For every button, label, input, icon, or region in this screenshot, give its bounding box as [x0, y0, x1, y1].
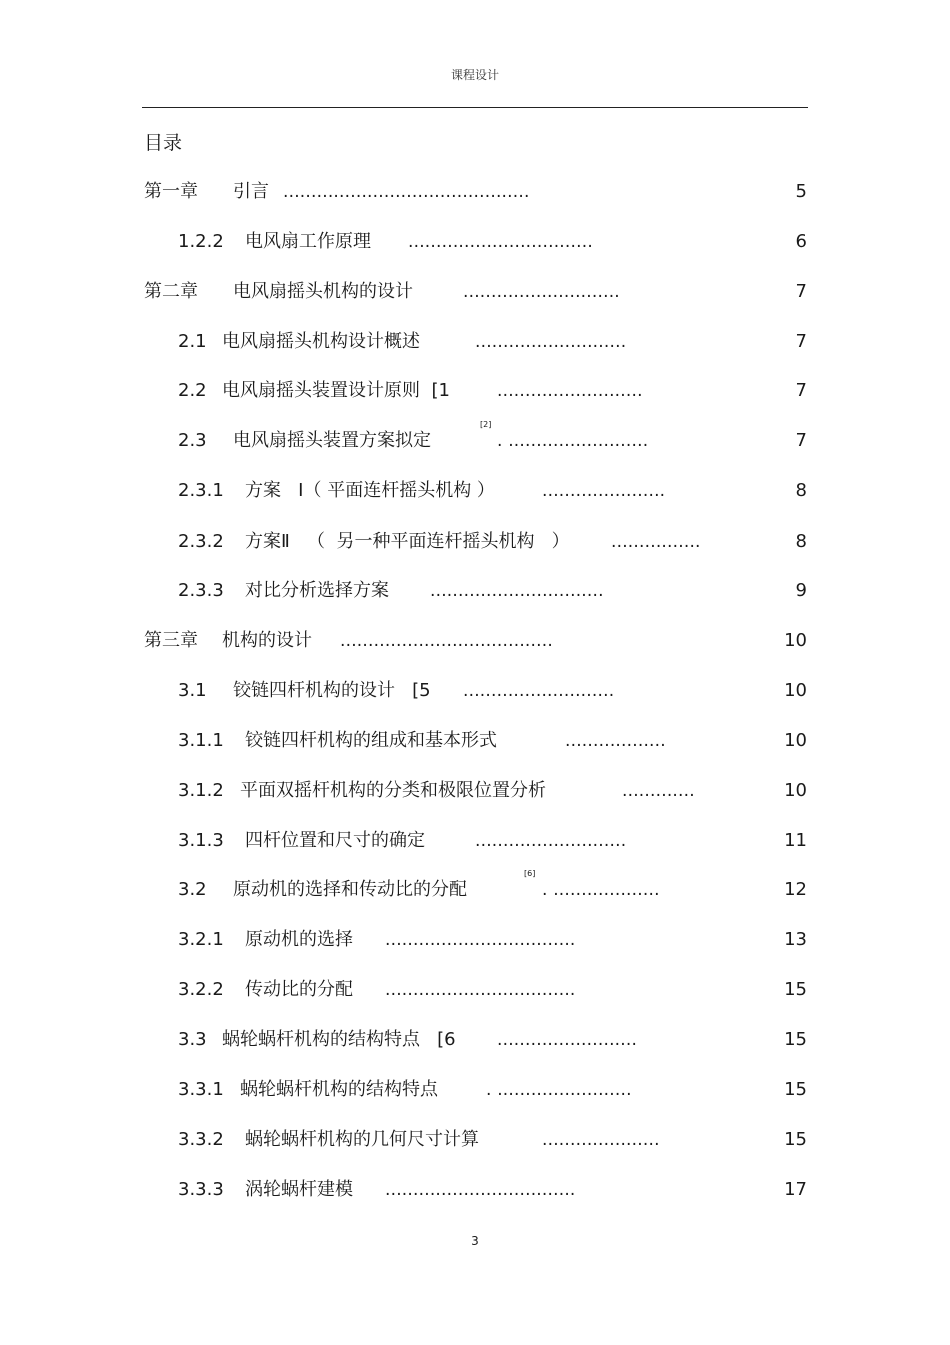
- toc-entry[interactable]: [0, 527, 950, 557]
- toc-entry-title: 原动机的选择和传动比的分配: [233, 879, 467, 900]
- toc-entry-page: 10: [784, 780, 807, 801]
- toc-entry-leader-dots: ............................: [463, 282, 620, 302]
- toc-entry-number: 3.3.3: [178, 1179, 224, 1200]
- toc-entry-leader-dots: ...........................: [475, 831, 627, 851]
- toc-entry-number: 2.3: [178, 430, 207, 451]
- toc-entry-page: 7: [795, 281, 807, 302]
- toc-entry[interactable]: [0, 177, 950, 207]
- toc-entry-title: 铰链四杆机构的设计 [5: [233, 680, 431, 701]
- toc-entry-page: 10: [784, 630, 807, 651]
- toc-entry-leader-dots: ................: [611, 532, 701, 552]
- toc-entry-number: 3.3.2: [178, 1129, 224, 1150]
- toc-entry-page: 15: [784, 1029, 807, 1050]
- toc-entry-leader-dots: .........................: [497, 1030, 638, 1050]
- header-divider: [142, 107, 808, 108]
- toc-entry-page: 10: [784, 730, 807, 751]
- toc-entry-number: 2.3.3: [178, 580, 224, 601]
- toc-entry-number: 第二章: [144, 281, 198, 302]
- toc-entry-page: 5: [795, 181, 807, 202]
- toc-entry-title: 机构的设计: [222, 630, 312, 651]
- toc-entry-number: 第一章: [144, 181, 198, 202]
- toc-entry-number: 第三章: [144, 630, 198, 651]
- toc-entry-page: 15: [784, 979, 807, 1000]
- toc-entry-leader-dots: ...........................: [463, 681, 615, 701]
- toc-entry-title: 蜗轮蜗杆机构的几何尺寸计算: [245, 1129, 479, 1150]
- toc-entry-page: 7: [795, 380, 807, 401]
- toc-entry-title: 平面双摇杆机构的分类和极限位置分析: [240, 780, 546, 801]
- toc-entry-number: 3.1.1: [178, 730, 224, 751]
- toc-entry-page: 17: [784, 1179, 807, 1200]
- toc-entry-page: 7: [795, 430, 807, 451]
- toc-entry[interactable]: [0, 676, 950, 706]
- toc-entry-title: 电风扇摇头机构设计概述: [222, 331, 420, 352]
- toc-entry-number: 1.2.2: [178, 231, 224, 252]
- toc-entry[interactable]: [0, 869, 950, 905]
- toc-entry[interactable]: [0, 327, 950, 357]
- toc-entry[interactable]: [0, 1075, 950, 1105]
- toc-entry-number: 3.2.2: [178, 979, 224, 1000]
- toc-entry-title: 蜗轮蜗杆机构的结构特点: [240, 1079, 438, 1100]
- toc-entry-page: 7: [795, 331, 807, 352]
- toc-entry[interactable]: [0, 420, 950, 456]
- toc-entry-title: 方案 Ⅰ（ 平面连杆摇头机构 ）: [245, 480, 495, 501]
- toc-entry-leader-dots: ..................: [565, 731, 666, 751]
- toc-entry-number: 3.1.2: [178, 780, 224, 801]
- toc-entry[interactable]: [0, 476, 950, 506]
- toc-entry-leader-dots: ............................................: [283, 182, 530, 202]
- toc-entry[interactable]: [0, 975, 950, 1005]
- toc-entry[interactable]: [0, 227, 950, 257]
- toc-entry[interactable]: [0, 726, 950, 756]
- toc-entry-number: 3.3: [178, 1029, 207, 1050]
- toc-entry-title: 电风扇摇头机构的设计: [233, 281, 413, 302]
- toc-entry-citation: [2]: [480, 420, 492, 429]
- toc-entry-page: 12: [784, 879, 807, 900]
- toc-entry[interactable]: [0, 1175, 950, 1205]
- toc-entry-page: 15: [784, 1129, 807, 1150]
- toc-entry-title: 铰链四杆机构的组成和基本形式: [245, 730, 497, 751]
- toc-entry-leader-dots: ..........................: [497, 381, 643, 401]
- toc-entry-number: 3.2.1: [178, 929, 224, 950]
- toc-entry[interactable]: [0, 626, 950, 656]
- toc-entry-leader-dots: .....................: [542, 1130, 660, 1150]
- toc-entry-page: 13: [784, 929, 807, 950]
- toc-entry-leader-dots: ......................: [542, 481, 666, 501]
- toc-entry-number: 2.3.2: [178, 531, 224, 552]
- toc-entry-title: 蜗轮蜗杆机构的结构特点 [6: [222, 1029, 456, 1050]
- toc-entry[interactable]: [0, 826, 950, 856]
- toc-entry-page: 11: [784, 830, 807, 851]
- toc-entry-page: 8: [795, 531, 807, 552]
- running-header: 课程设计: [450, 68, 499, 82]
- toc-entry-leader-dots: ..................................: [385, 980, 576, 1000]
- toc-entry-leader-dots: ......................................: [340, 631, 553, 651]
- toc-entry-number: 3.2: [178, 879, 207, 900]
- toc-entry-page: 15: [784, 1079, 807, 1100]
- toc-entry-leader-dots: .................................: [408, 232, 593, 252]
- toc-entry-title: 涡轮蜗杆建模: [245, 1179, 353, 1200]
- toc-entry-number: 2.3.1: [178, 480, 224, 501]
- toc-entry-leader-dots: ..................................: [385, 930, 576, 950]
- toc-entry-title: 对比分析选择方案: [245, 580, 389, 601]
- toc-entry-leader-dots: ...........................: [475, 332, 627, 352]
- toc-entry-page: 8: [795, 480, 807, 501]
- toc-entry-title: 四杆位置和尺寸的确定: [245, 830, 425, 851]
- toc-entry-page: 9: [795, 580, 807, 601]
- toc-entry-leader-dots: . ...................: [542, 880, 660, 900]
- toc-entry-leader-dots: ..................................: [385, 1180, 576, 1200]
- toc-entry-title: 原动机的选择: [245, 929, 353, 950]
- toc-entry[interactable]: [0, 277, 950, 307]
- toc-entry-leader-dots: . .........................: [497, 431, 649, 451]
- toc-entry-leader-dots: .............: [622, 781, 695, 801]
- toc-title: 目录: [144, 132, 183, 154]
- page-number: 3: [471, 1234, 479, 1248]
- toc-entry[interactable]: [0, 925, 950, 955]
- toc-entry-title: 电风扇摇头装置方案拟定: [233, 430, 431, 451]
- toc-entry-number: 3.3.1: [178, 1079, 224, 1100]
- toc-entry-citation: [6]: [524, 869, 536, 878]
- toc-entry-number: 2.1: [178, 331, 207, 352]
- toc-entry[interactable]: [0, 1025, 950, 1055]
- toc-entry-number: 2.2: [178, 380, 207, 401]
- toc-entry-page: 10: [784, 680, 807, 701]
- toc-entry-title: 传动比的分配: [245, 979, 353, 1000]
- toc-entry[interactable]: [0, 1125, 950, 1155]
- toc-entry-number: 3.1: [178, 680, 207, 701]
- toc-entry-title: 引言: [233, 181, 269, 202]
- toc-entry-leader-dots: . ........................: [486, 1080, 632, 1100]
- toc-entry[interactable]: [0, 576, 950, 606]
- toc-entry-title: 电风扇工作原理: [245, 231, 371, 252]
- toc-entry[interactable]: [0, 776, 950, 806]
- toc-entry-title: 方案Ⅱ （ 另一种平面连杆摇头机构 ）: [245, 531, 570, 552]
- toc-entry-title: 电风扇摇头装置设计原则 [1: [222, 380, 450, 401]
- toc-entry-page: 6: [795, 231, 807, 252]
- toc-entry-number: 3.1.3: [178, 830, 224, 851]
- toc-entry[interactable]: [0, 376, 950, 406]
- toc-entry-leader-dots: ...............................: [430, 581, 604, 601]
